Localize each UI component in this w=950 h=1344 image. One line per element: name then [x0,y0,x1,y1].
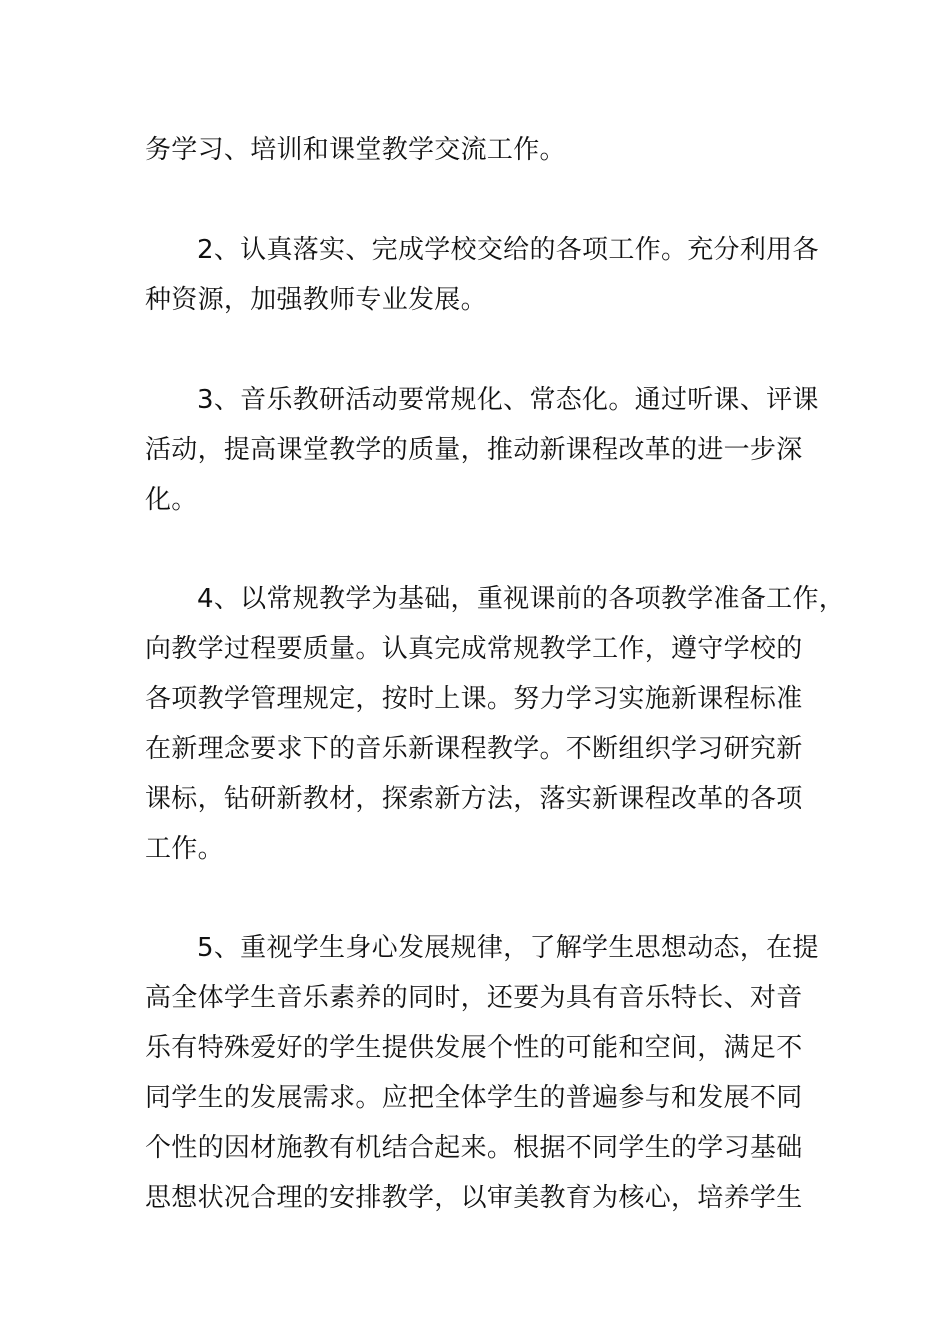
text-line: 5、重视学生身心发展规律，了解学生思想动态，在提 [197,933,819,963]
text-line: 3、音乐教研活动要常规化、常态化。通过听课、评课 [197,385,819,415]
text-line: 4、以常规教学为基础，重视课前的各项教学准备工作， [197,584,846,614]
text-line: 在新理念要求下的音乐新课程教学。不断组织学习研究新 [145,734,803,764]
text-line: 乐有特殊爱好的学生提供发展个性的可能和空间，满足不 [145,1033,803,1063]
text-line: 活动，提高课堂教学的质量，推动新课程改革的进一步深 [145,435,803,465]
text-line: 种资源，加强教师专业发展。 [145,285,487,315]
text-line: 个性的因材施教有机结合起来。根据不同学生的学习基础 [145,1133,803,1163]
text-line: 2、认真落实、完成学校交给的各项工作。充分利用各 [197,235,819,265]
text-line: 思想状况合理的安排教学，以审美教育为核心，培养学生 [145,1183,803,1213]
text-line: 务学习、培训和课堂教学交流工作。 [145,135,566,165]
text-line: 高全体学生音乐素养的同时，还要为具有音乐特长、对音 [145,983,803,1013]
text-line: 同学生的发展需求。应把全体学生的普遍参与和发展不同 [145,1083,803,1113]
text-line: 向教学过程要质量。认真完成常规教学工作，遵守学校的 [145,634,803,664]
text-line: 课标，钻研新教材，探索新方法，落实新课程改革的各项 [145,784,803,814]
text-line: 各项教学管理规定，按时上课。努力学习实施新课程标准 [145,684,803,714]
text-line: 化。 [145,485,198,515]
text-line: 工作。 [145,834,224,864]
